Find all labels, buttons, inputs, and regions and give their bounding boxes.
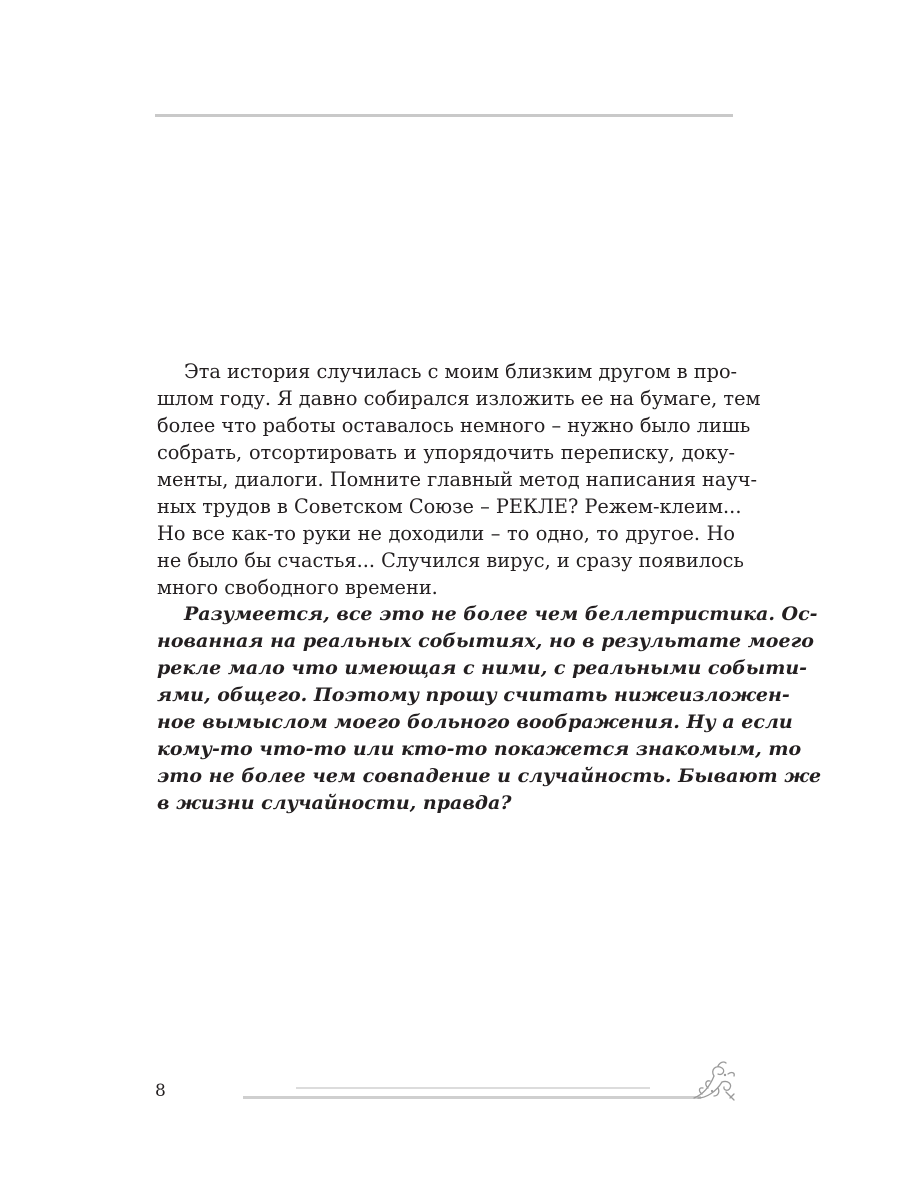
text-line: ное вымыслом моего больного воображения. Ну а если [157, 711, 793, 733]
text-line: шлом году. Я давно собирался изложить ее на бумаге, тем [157, 387, 761, 410]
text-line: Эта история случилась с моим близким другом в про- [184, 360, 738, 383]
floral-ornament-icon [688, 1058, 738, 1104]
text-line: менты, диалоги. Помните главный метод написания науч- [157, 468, 757, 491]
text-line: нованная на реальных событиях, но в результате моего [157, 630, 814, 652]
text-line: более что работы оставалось немного – нужно было лишь [157, 414, 751, 437]
text-line: собрать, отсортировать и упорядочить переписку, доку- [157, 441, 735, 464]
text-line: не было бы счастья... Случился вирус, и сразу появилось [157, 549, 744, 572]
footer-rule-lower [243, 1096, 701, 1099]
body-text [157, 358, 822, 817]
footer-rule-upper [296, 1087, 650, 1089]
header-rule [155, 114, 733, 117]
paragraph-2 [157, 601, 822, 817]
page-number: 8 [155, 1081, 166, 1101]
paragraph-1 [157, 358, 761, 601]
text-line: в жизни случайности, правда? [157, 792, 512, 814]
text-line: рекле мало что имеющая с ними, с реальными событи- [157, 657, 808, 679]
text-line: Но все как-то руки не доходили – то одно, то другое. Но [157, 522, 735, 545]
text-line: это не более чем совпадение и случайность. Бывают же [157, 765, 822, 787]
text-line: кому-то что-то или кто-то покажется знакомым, то [157, 738, 802, 760]
text-line: ями, общего. Поэтому прошу считать нижеизложен- [157, 684, 790, 706]
text-line: много свободного времени. [157, 576, 438, 599]
text-line: ных трудов в Советском Союзе – РЕКЛЕ? Режем-клеим... [157, 495, 742, 518]
text-line: Разумеется, все это не более чем беллетристика. Ос- [184, 603, 818, 625]
